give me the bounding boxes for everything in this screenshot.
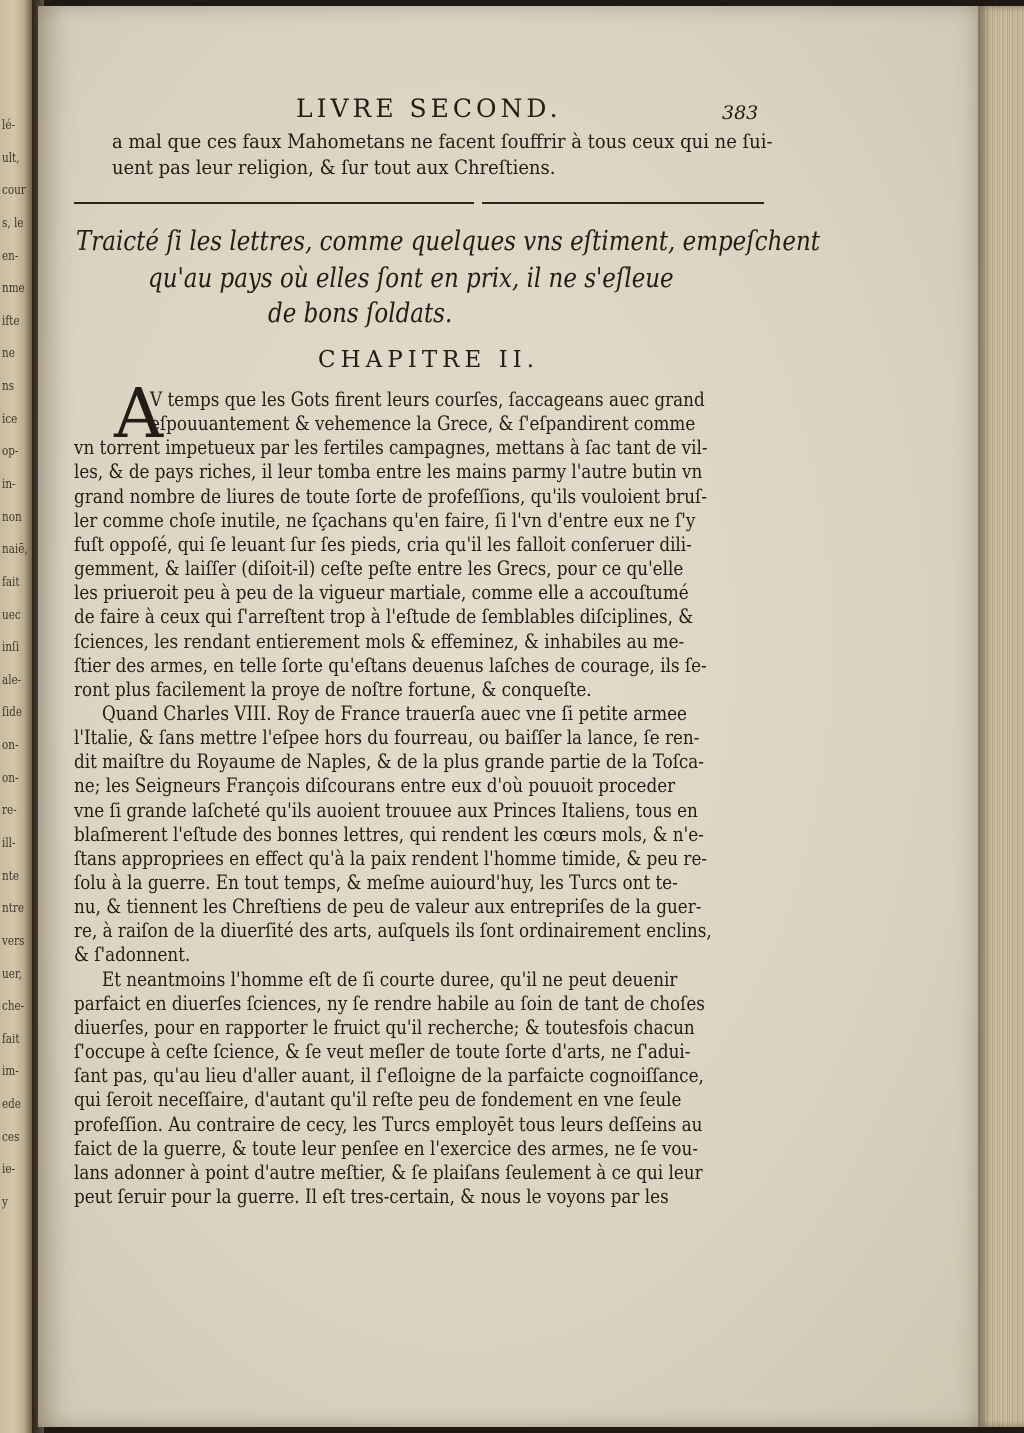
left-page-fragment: on-: [2, 738, 19, 753]
text-line: ne; les Seigneurs François diſcourans entre eux d'où pouuoit proceder: [74, 774, 676, 797]
text-line: ſolu à la guerre. En tout temps, & meſme auiourd'huy, les Turcs ont te-: [74, 871, 678, 894]
text-line: ront plus facilement la proye de noſtre fortune, & conqueſte.: [74, 678, 592, 701]
text-line: peut ſeruir pour la guerre. Il eſt tres-certain, & nous le voyons par les: [74, 1185, 669, 1208]
left-page-fragment: en-: [2, 249, 19, 264]
left-page-fragment: fait: [2, 1032, 20, 1047]
left-page-fragment: ifte: [2, 314, 20, 329]
left-page-fragment: ice: [2, 412, 18, 427]
left-page-fragment: ne: [2, 346, 15, 361]
left-page-fragment: ns: [2, 379, 15, 394]
left-page-fragment: cour: [2, 183, 26, 198]
left-page-fragment: ces: [2, 1130, 20, 1145]
text-line: V temps que les Gots firent leurs courſes, ſaccageans auec grand: [150, 388, 705, 411]
text-line: ſtans appropriees en effect qu'à la paix rendent l'homme timide, & peu re-: [74, 847, 708, 870]
left-page-fragment: nme: [2, 281, 25, 296]
left-page-fragment: ſide: [2, 705, 22, 720]
left-page-fragment: on-: [2, 771, 19, 786]
text-line: vne ſi grande laſcheté qu'ils auoient trouuee aux Princes Italiens, tous en: [74, 799, 698, 822]
left-page-fragment: non: [2, 510, 22, 525]
right-page: [38, 6, 978, 1427]
text-line: eſpouuantement & vehemence la Grece, & ſ'eſpandirent comme: [150, 412, 696, 435]
text-line: profeſſion. Au contraire de cecy, les Turcs employēt tous leurs deſſeins au: [74, 1113, 703, 1136]
text-line: diuerſes, pour en rapporter le fruict qu'il recherche; & toutesfois chacun: [74, 1016, 695, 1039]
running-head: LIVRE SECOND.: [296, 94, 562, 123]
left-page-fragment: y: [2, 1195, 8, 1210]
drop-cap-letter: A: [114, 375, 164, 454]
text-line: faict de la guerre, & toute leur penſee en l'exercice des armes, ne ſe vou-: [74, 1137, 698, 1160]
text-line: de faire à ceux qui ſ'arreſtent trop à l'eſtude de ſemblables diſciplines, &: [74, 605, 694, 628]
left-page-fragment: che-: [2, 999, 25, 1014]
chapter-heading: CHAPITRE II.: [318, 347, 540, 373]
title-line: qu'au pays où elles ſont en prix, il ne s'eſleue: [148, 263, 674, 294]
text-line: ſciences, les rendant entierement mols & effeminez, & inhabiles au me-: [74, 630, 685, 653]
left-page-fragment: vers: [2, 934, 25, 949]
title-line: de bons ſoldats.: [268, 298, 453, 329]
page-number: 383: [722, 102, 759, 124]
continuation-line: a mal que ces faux Mahometans ne facent ſouffrir à tous ceux qui ne ſui-: [112, 130, 773, 153]
text-line: lans adonner à point d'autre meſtier, & ſe plaiſans ſeulement à ce qui leur: [74, 1161, 703, 1184]
text-line: gemment, & laiſſer (diſoit-il) ceſte peſte entre les Grecs, pour ce qu'elle: [74, 557, 684, 580]
left-page-fragment: ill-: [2, 836, 16, 851]
left-page-fragment: ie-: [2, 1162, 15, 1177]
left-page-fragment: uer,: [2, 967, 22, 982]
left-page-fragment: ede: [2, 1097, 21, 1112]
left-page-fragment: op-: [2, 444, 19, 459]
text-line: grand nombre de liures de toute ſorte de profeſſions, qu'ils vouloient bruſ-: [74, 485, 707, 508]
text-line: Et neantmoins l'homme eſt de ſi courte duree, qu'il ne peut deuenir: [102, 968, 678, 991]
text-line: qui ſeroit neceſſaire, d'autant qu'il reſte peu de fondement en vne ſeule: [74, 1088, 682, 1111]
text-line: l'Italie, & ſans mettre l'eſpee hors du fourreau, ou baiſſer la lance, ſe ren-: [74, 726, 700, 749]
left-page-fragment: ntre: [2, 901, 25, 916]
continuation-line: uent pas leur religion, & ſur tout aux Chreſtiens.: [112, 156, 556, 179]
text-line: dit maiſtre du Royaume de Naples, & de la plus grande partie de la Toſca-: [74, 750, 704, 773]
left-page-fragment: ult,: [2, 151, 20, 166]
left-page-fragment: fait: [2, 575, 20, 590]
left-page-fragment: ale-: [2, 673, 22, 688]
left-page-edge: [0, 0, 32, 1433]
text-line: vn torrent impetueux par les fertiles campagnes, mettans à ſac tant de vil-: [74, 436, 708, 459]
text-line: nu, & tiennent les Chreſtiens de peu de valeur aux entrepriſes de la guer-: [74, 895, 702, 918]
text-line: Quand Charles VIII. Roy de France trauerſa auec vne ſi petite armee: [102, 702, 687, 725]
left-page-fragment: naiē,: [2, 542, 28, 557]
section-rule-right: [482, 202, 764, 204]
page-fore-edge: [978, 6, 1024, 1427]
text-line: ſ'occupe à ceſte ſcience, & ſe veut meſler de toute ſorte d'arts, ne ſ'adui-: [74, 1040, 691, 1063]
text-line: parfaict en diuerſes ſciences, ny ſe rendre habile au ſoin de tant de choſes: [74, 992, 705, 1015]
text-line: les priueroit peu à peu de la vigueur martiale, comme elle a accouſtumé: [74, 581, 689, 604]
text-line: ler comme choſe inutile, ne ſçachans qu'en faire, ſi l'vn d'entre eux ne ſ'y: [74, 509, 696, 532]
text-line: fuſt oppoſé, qui ſe leuant ſur ſes pieds, cria qu'il les falloit conſeruer dili-: [74, 533, 692, 556]
text-line: blaſmerent l'eſtude des bonnes lettres, qui rendent les cœurs mols, & n'e-: [74, 823, 704, 846]
left-page-fragment: in-: [2, 477, 16, 492]
text-line: re, à raiſon de la diuerſité des arts, auſquels ils ſont ordinairement enclins,: [74, 919, 712, 942]
section-rule-left: [74, 202, 474, 204]
left-page-fragment: inſi: [2, 640, 20, 655]
text-line: ſtier des armes, en telle ſorte qu'eſtans deuenus laſches de courage, ils ſe-: [74, 654, 707, 677]
left-page-fragment: uec: [2, 608, 21, 623]
left-page-fragment: nte: [2, 869, 20, 884]
left-page-fragment: im-: [2, 1064, 19, 1079]
text-line: les, & de pays riches, il leur tomba entre les mains parmy l'autre butin vn: [74, 460, 703, 483]
text-line: & ſ'adonnent.: [74, 943, 191, 966]
title-line: Traicté ſi les lettres, comme quelques vns eſtiment, empeſchent: [76, 226, 820, 257]
left-page-fragment: lé-: [2, 118, 15, 133]
text-line: ſant pas, qu'au lieu d'aller auant, il ſ'eſloigne de la parfaicte cognoiſſance,: [74, 1064, 704, 1087]
left-page-fragment: s, le: [2, 216, 24, 231]
left-page-fragment: re-: [2, 803, 17, 818]
